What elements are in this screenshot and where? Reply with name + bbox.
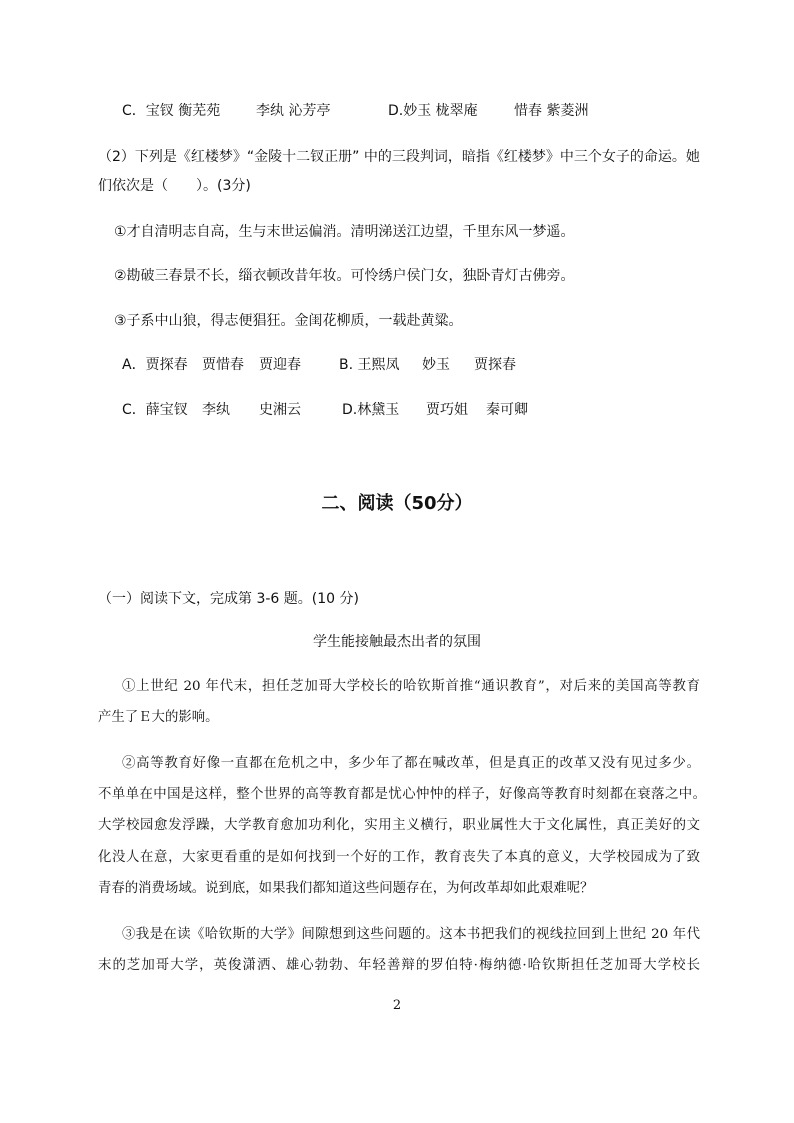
- paragraph-3-line-1: ③我是在读《哈钦斯的大学》间隙想到这些问题的。这本书把我们的视线拉回到上世纪 20 年代: [122, 927, 700, 942]
- q2-item-2: ②勘破三春景不长，缁衣顿改昔年妆。可怜绣户侯门女，独卧青灯古佛旁。: [114, 268, 575, 284]
- q1-option-c2: 李纨 沁芳亭: [256, 103, 331, 119]
- q2-options-cd: [122, 400, 528, 420]
- q2-option-b3: 贾探春: [474, 357, 516, 373]
- q2-item-3: ③子系中山狼，得志便猖狂。金闺花柳质，一载赴黄粱。: [114, 313, 463, 329]
- paragraph-1-line-1: ①上世纪 20 年代末，担任芝加哥大学校长的哈钦斯首推“通识教育”，对后来的美国高等教育: [122, 679, 700, 694]
- q2-option-a3: 贾迎春: [259, 357, 301, 373]
- q2-option-c2: 李纨: [202, 402, 230, 418]
- q1-option-d: D.妙玉 栊翠庵: [388, 103, 478, 119]
- q2-option-c3: 史湘云: [259, 402, 301, 418]
- paragraph-2-line-3: 大学校园愈发浮躁，大学教育愈加功利化，实用主义横行，职业属性大于文化属性，真正美好的文: [98, 818, 700, 833]
- q2-option-a1: A．贾探春: [122, 357, 188, 373]
- q2-option-b2: 妙玉: [422, 357, 450, 373]
- paragraph-3-line-2: 末的芝加哥大学，英俊潇洒、雄心勃勃、年轻善辩的罗伯特·梅纳德·哈钦斯担任芝加哥大学校长: [98, 958, 700, 973]
- q1-option-d2: 惜春 紫菱洲: [514, 103, 589, 119]
- q2-option-d3: 秦可卿: [486, 402, 528, 418]
- reading-instruction: （一）阅读下文，完成第 3-6 题。(10 分): [98, 591, 359, 607]
- paragraph-2-line-1: ②高等教育好像一直都在危机之中，多少年了都在喊改革，但是真正的改革又没有见过多少。: [122, 756, 700, 771]
- paragraph-1-line-2: 产生了Ｅ大的影响。: [98, 710, 219, 725]
- q1-option-c: C．宝钗 衡芜苑: [122, 103, 221, 119]
- paragraph-2-line-5: 青春的消费场域。说到底，如果我们都知道这些问题存在，为何改革却如此艰难呢？: [98, 881, 594, 896]
- page-number: 2: [392, 998, 402, 1013]
- q2-options-ab: [122, 355, 516, 375]
- q1-option-c-line: [122, 101, 588, 121]
- article-title: 学生能接触最杰出者的氛围: [313, 634, 481, 650]
- q2-stem-line1: （2）下列是《红楼梦》“金陵十二钗正册” 中的三段判词，暗指《红楼梦》中三个女子的命运。她: [98, 149, 700, 165]
- q2-option-d1: D.林黛玉: [342, 402, 400, 418]
- q2-option-b1: B. 王熙凤: [339, 357, 400, 373]
- q2-option-c1: C．薛宝钗: [122, 402, 188, 418]
- paragraph-2-line-2: 不单单在中国是这样，整个世界的高等教育都是忧心忡忡的样子，好像高等教育时刻都在衰落之中。: [98, 787, 706, 802]
- q2-stem-line2: 们依次是（ ）。(3分): [98, 178, 251, 194]
- q2-item-1: ①才自清明志自高，生与末世运偏消。清明涕送江边望，千里东风一梦遥。: [114, 224, 575, 240]
- q2-option-a2: 贾惜春: [202, 357, 244, 373]
- section-title: 二、阅读（50分）: [321, 493, 473, 514]
- paragraph-2-line-4: 化没人在意，大家更看重的是如何找到一个好的工作，教育丧失了本真的意义，大学校园成为了致: [98, 850, 700, 865]
- q2-option-d2: 贾巧姐: [426, 402, 468, 418]
